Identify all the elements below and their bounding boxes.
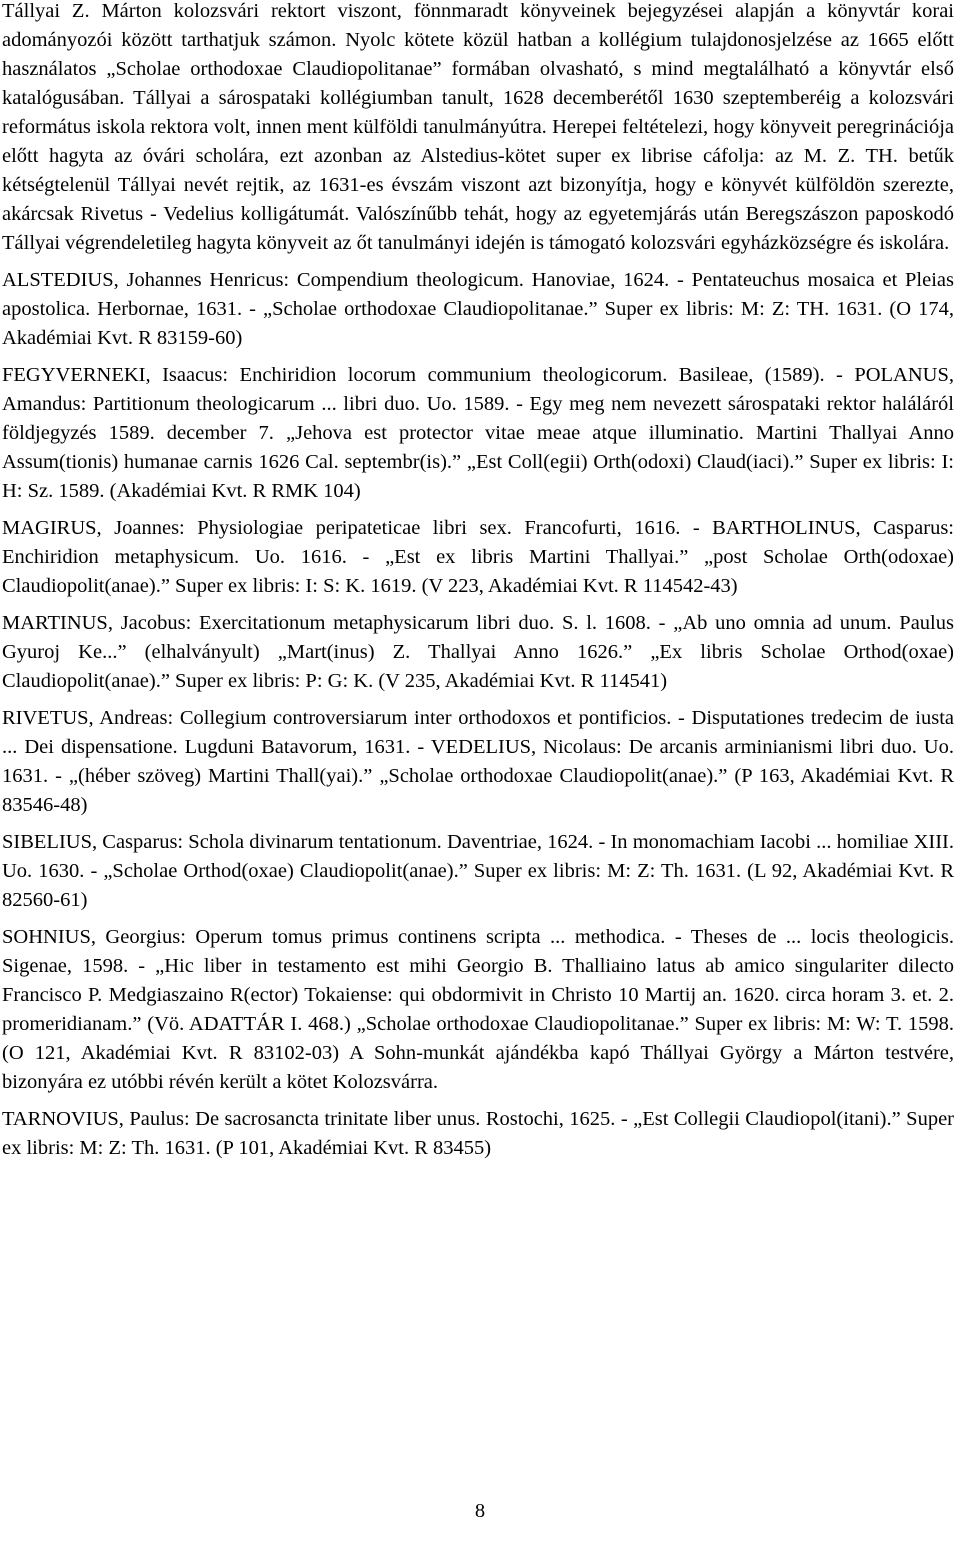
catalog-entry-alstedius: ALSTEDIUS, Johannes Henricus: Compendium theologicum. Hanoviae, 1624. - Pentateuchus mosaica et Pleias apostolica. Herbornae, 1631. - „Scholae orthodoxae Claudiopolitanae.” Super ex libris: M: Z: TH. 1631. (O 174, Akadémiai Kvt. R 83159-60)	[2, 269, 954, 349]
catalog-entry-sohnius: SOHNIUS, Georgius: Operum tomus primus continens scripta ... methodica. - Theses de ... locis theologicis. Sigenae, 1598. - „Hic liber in testamento est mihi Georgio B. Thalliaino latus ab amico singulariter dilecto Francisco P. Medgiaszaino R(ector) Tokaiense: qui obdormivit in Christo 10 Martij an. 1620. circa horam 3. et. 2. promeridianam.” (Vö. ADATTÁR I. 468.) „Scholae orthodoxae Claudiopolitanae.” Super ex libris: M: W: T. 1598. (O 121, Akadémiai Kvt. R 83102-03) A Sohn-munkát ajándékba kapó Thállyai György a Márton testvére, bizonyára ez utóbbi révén került a kötet Kolozsvárra.	[2, 926, 954, 1093]
intro-paragraph: Tállyai Z. Márton kolozsvári rektort viszont, fönnmaradt könyveinek bejegyzései alapján a könyvtár korai adományozói között tarthatjuk számon. Nyolc kötete közül hatban a kollégium tulajdonosjelzése az 1665 előtt használatos „Scholae orthodoxae Claudiopolitanae” formában olvasható, s mind megtalálható a könyvtár első katalógusában. Tállyai a sárospataki kollégiumban tanult, 1628 decemberétől 1630 szeptemberéig a kolozsvári református iskola rektora volt, innen ment külföldi tanulmányútra. Herepei feltételezi, hogy könyveit peregrinációja előtt hagyta az óvári scholára, ezt azonban az Alstedius-kötet super ex librise cáfolja: az M. Z. TH. betűk kétségtelenül Tállyai nevét rejtik, az 1631-es évszám viszont azt bizonyítja, hogy e könyvét külföldön szerezte, akárcsak Rivetus - Vedelius kolligátumát. Valószínűbb tehát, hogy az egyetemjárás után Beregszászon paposkodó Tállyai végrendeletileg hagyta könyveit az őt tanulmányi idején is támogató kolozsvári egyházközségre és iskolára.	[2, 0, 954, 254]
catalog-entry-martinus: MARTINUS, Jacobus: Exercitationum metaphysicarum libri duo. S. l. 1608. - „Ab uno omnia ad unum. Paulus Gyuroj Ke...” (elhalványult) „Mart(inus) Z. Thallyai Anno 1626.” „Ex libris Scholae Orthod(oxae) Claudiopolit(anae).” Super ex libris: P: G: K. (V 235, Akadémiai Kvt. R 114541)	[2, 612, 954, 692]
catalog-entry-fegyverneki: FEGYVERNEKI, Isaacus: Enchiridion locorum communium theologicorum. Basileae, (1589). - POLANUS, Amandus: Partitionum theologicarum ... libri duo. Uo. 1589. - Egy meg nem nevezett sárospataki rektor haláláról földjegyzés 1589. december 7. „Jehova est protector vitae meae atque illuminatio. Martini Thallyai Anno Assum(tionis) humanae carnis 1626 Cal. septembr(is).” „Est Coll(egii) Orth(odoxi) Claud(iaci).” Super ex libris: I: H: Sz. 1589. (Akadémiai Kvt. R RMK 104)	[2, 364, 954, 502]
page-number: 8	[474, 1500, 486, 1522]
catalog-entry-tarnovius: TARNOVIUS, Paulus: De sacrosancta trinitate liber unus. Rostochi, 1625. - „Est Collegii Claudiopol(itani).” Super ex libris: M: Z: Th. 1631. (P 101, Akadémiai Kvt. R 83455)	[2, 1108, 954, 1159]
catalog-entry-sibelius: SIBELIUS, Casparus: Schola divinarum tentationum. Daventriae, 1624. - In monomachiam Iacobi ... homiliae XIII. Uo. 1630. - „Scholae Orthod(oxae) Claudiopolit(anae).” Super ex libris: M: Z: Th. 1631. (L 92, Akadémiai Kvt. R 82560-61)	[2, 831, 954, 911]
catalog-entry-rivetus: RIVETUS, Andreas: Collegium controversiarum inter orthodoxos et pontificios. - Disputationes tredecim de iusta ... Dei dispensatione. Lugduni Batavorum, 1631. - VEDELIUS, Nicolaus: De arcanis arminianismi libri duo. Uo. 1631. - „(héber szöveg) Martini Thall(yai).” „Scholae orthodoxae Claudiopolit(anae).” (P 163, Akadémiai Kvt. R 83546-48)	[2, 707, 954, 816]
catalog-entry-magirus: MAGIRUS, Joannes: Physiologiae peripateticae libri sex. Francofurti, 1616. - BARTHOLINUS, Casparus: Enchiridion metaphysicum. Uo. 1616. - „Est ex libris Martini Thallyai.” „post Scholae Orth(odoxae) Claudiopolit(anae).” Super ex libris: I: S: K. 1619. (V 223, Akadémiai Kvt. R 114542-43)	[2, 517, 954, 597]
